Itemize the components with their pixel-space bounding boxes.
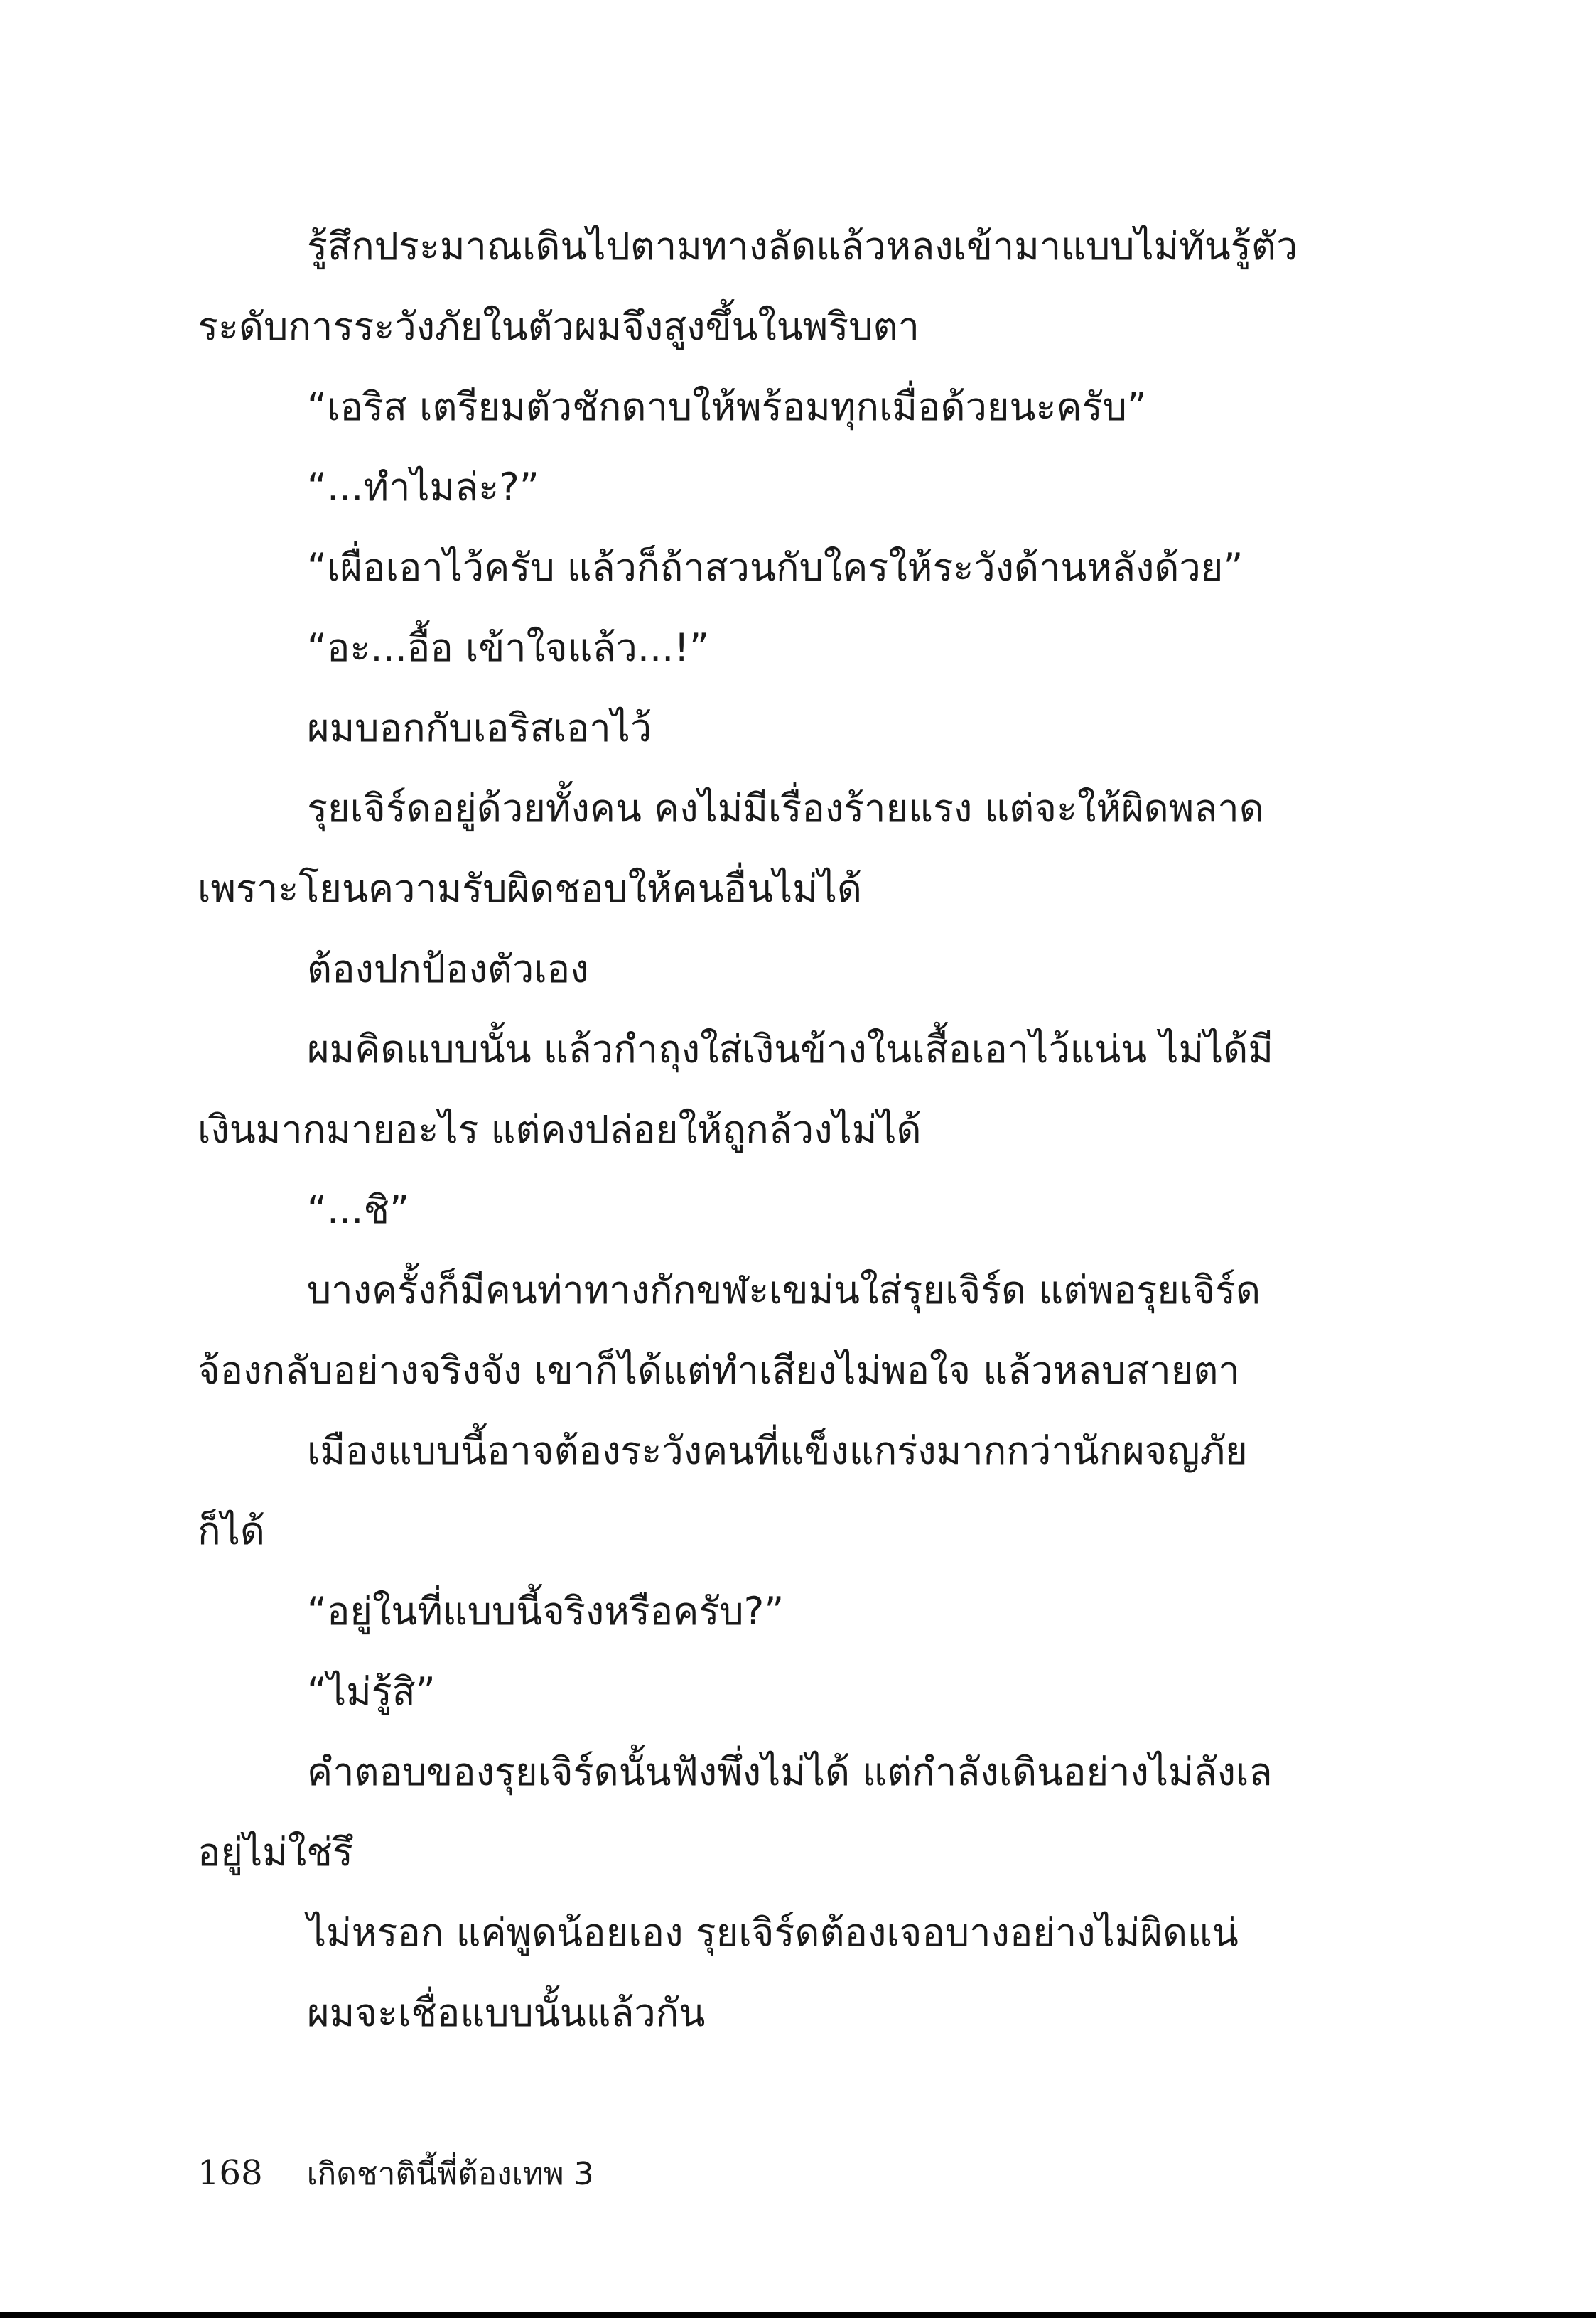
- paragraph: “...ทำไมล่ะ?”: [307, 465, 539, 510]
- paragraph: “...ชิ”: [307, 1187, 410, 1232]
- paragraph: ผมคิดแบบนั้น แล้วกำถุงใส่เงินข้างในเสื้อเอาไว้แน่น ไม่ได้มีเงินมากมายอะไร แต่คงปล่อยให้ถูกล้วงไม่ได้: [198, 1027, 1273, 1152]
- paragraph: บางครั้งก็มีคนท่าทางกักขฬะเขม่นใส่รุยเจิร์ด แต่พอรุยเจิร์ดจ้องกลับอย่างจริงจัง เขาก็ได้แต่ทำเสียงไม่พอใจ แล้วหลบสายตา: [198, 1268, 1261, 1393]
- paragraph: “เผื่อเอาไว้ครับ แล้วก็ถ้าสวนกับใครให้ระวังด้านหลังด้วย”: [307, 545, 1244, 590]
- paragraph: รุยเจิร์ดอยู่ด้วยทั้งคน คงไม่มีเรื่องร้ายแรง แต่จะให้ผิดพลาดเพราะโยนความรับผิดชอบให้คนอื่นไม่ได้: [198, 786, 1264, 911]
- paragraph: รู้สึกประมาณเดินไปตามทางลัดแล้วหลงเข้ามาแบบไม่ทันรู้ตัว ระดับการระวังภัยในตัวผมจึงสูงขึ้นในพริบตา: [198, 224, 1310, 349]
- paragraph: “อะ...อื้อ เข้าใจแล้ว...!”: [307, 625, 709, 670]
- paragraph: เมืองแบบนี้อาจต้องระวังคนที่แข็งแกร่งมากกว่านักผจญภัยก็ได้: [198, 1428, 1248, 1553]
- paragraph: ผมบอกกับเอริสเอาไว้: [307, 706, 652, 750]
- paragraph: “อยู่ในที่แบบนี้จริงหรือครับ?”: [307, 1589, 784, 1634]
- running-title: เกิดชาตินี้พี่ต้องเทพ 3: [306, 2156, 594, 2192]
- page-number: 168: [198, 2153, 263, 2193]
- paragraph: ผมจะเชื่อแบบนั้นแล้วกัน: [307, 1990, 706, 2035]
- body-text: [198, 206, 1310, 2053]
- bottom-border: [0, 2312, 1596, 2318]
- paragraph: ต้องปกป้องตัวเอง: [307, 947, 589, 991]
- paragraph: “เอริส เตรียมตัวชักดาบให้พร้อมทุกเมื่อด้วยนะครับ”: [307, 384, 1147, 429]
- paragraph: คำตอบของรุยเจิร์ดนั้นฟังพึ่งไม่ได้ แต่กำลังเดินอย่างไม่ลังเลอยู่ไม่ใช่รึ: [198, 1750, 1273, 1875]
- paragraph: ไม่หรอก แค่พูดน้อยเอง รุยเจิร์ดต้องเจอบางอย่างไม่ผิดแน่: [307, 1910, 1239, 1955]
- paragraph: “ไม่รู้สิ”: [307, 1669, 436, 1714]
- page-footer: [198, 2149, 594, 2199]
